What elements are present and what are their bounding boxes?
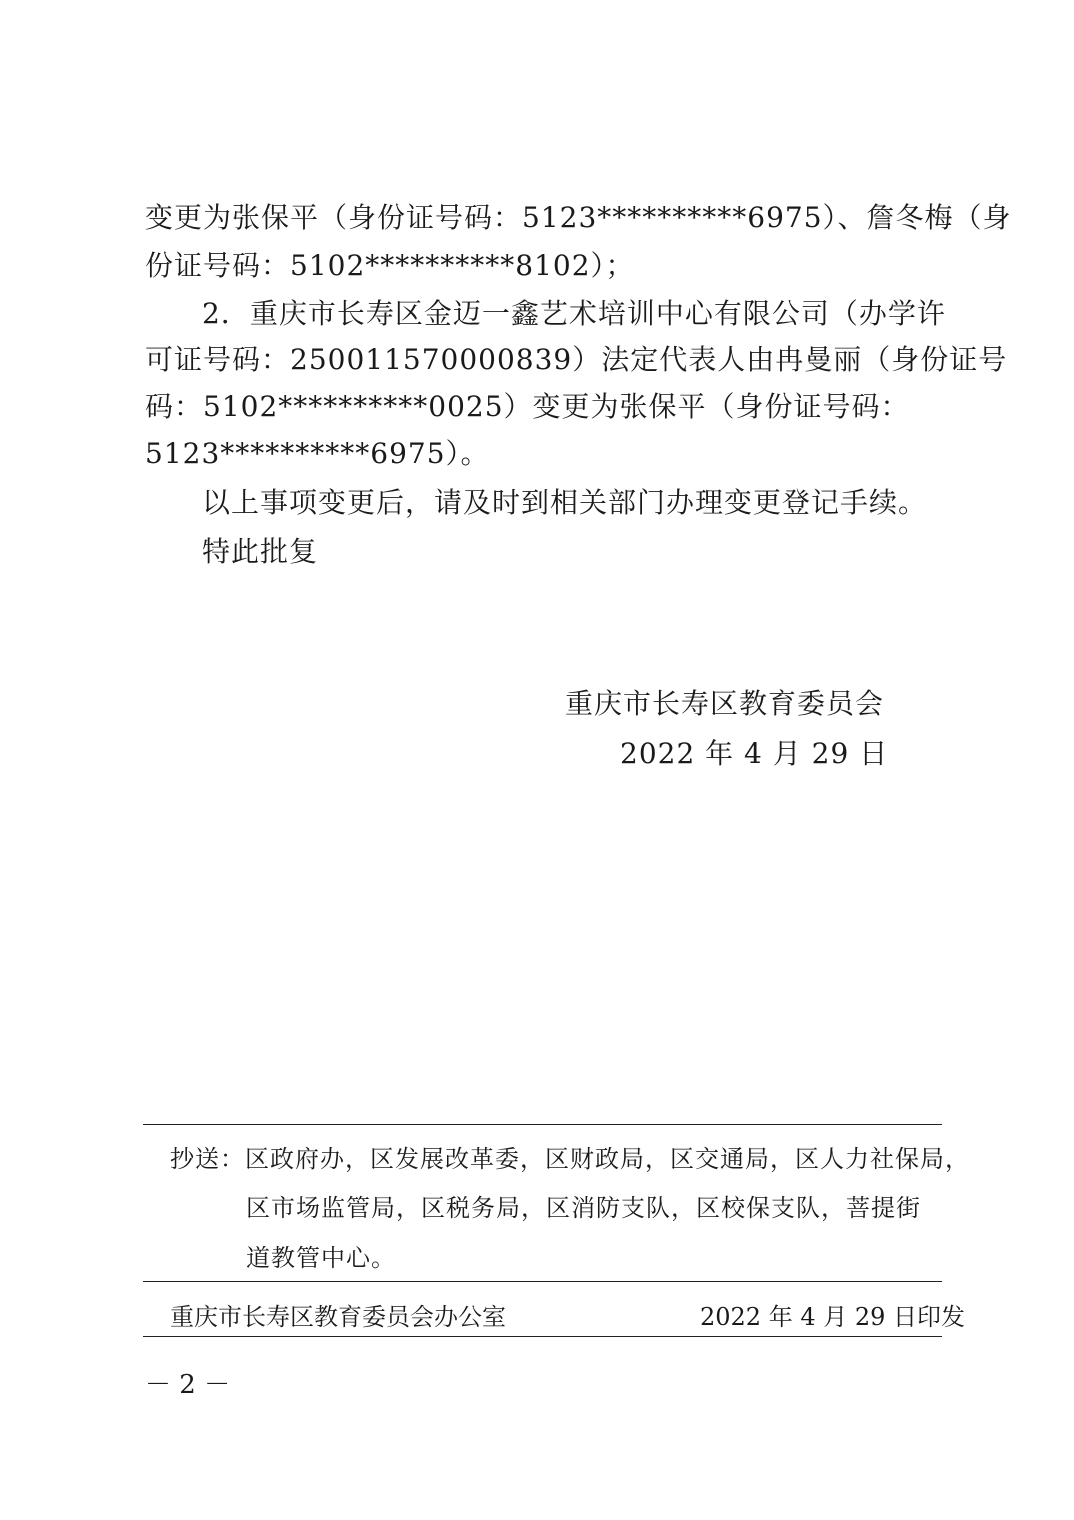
cc-line-2: 区市场监管局，区税务局，区消防支队，区校保支队，菩提街 bbox=[246, 1194, 921, 1222]
cc-line-1: 抄送：区政府办，区发展改革委，区财政局，区交通局，区人力社保局， bbox=[170, 1145, 970, 1173]
body-line-1: 变更为张保平（身份证号码：5123**********6975）、詹冬梅（身 bbox=[145, 201, 1012, 234]
divider-top bbox=[143, 1124, 942, 1125]
page-number: － 2 － bbox=[145, 1370, 231, 1400]
signature-date: 2022 年 4 月 29 日 bbox=[620, 737, 889, 770]
body-line-6: 5123**********6975）。 bbox=[145, 437, 490, 470]
body-line-4: 可证号码：250011570000839）法定代表人由冉曼丽（身份证号 bbox=[145, 343, 1008, 376]
body-line-2: 份证号码：5102**********8102）； bbox=[145, 249, 635, 282]
footer-issue-date: 2022 年 4 月 29 日印发 bbox=[700, 1303, 966, 1331]
body-line-3: 2．重庆市长寿区金迈一鑫艺术培训中心有限公司（办学许 bbox=[202, 297, 946, 330]
cc-line-3: 道教管中心。 bbox=[246, 1244, 396, 1272]
signature-org: 重庆市长寿区教育委员会 bbox=[565, 687, 885, 720]
body-line-8: 特此批复 bbox=[202, 535, 319, 568]
footer-issuer: 重庆市长寿区教育委员会办公室 bbox=[170, 1303, 506, 1331]
divider-middle bbox=[143, 1281, 942, 1282]
body-line-7: 以上事项变更后，请及时到相关部门办理变更登记手续。 bbox=[202, 486, 928, 519]
body-line-5: 码：5102**********0025）变更为张保平（身份证号码： bbox=[145, 390, 910, 423]
divider-bottom bbox=[143, 1336, 942, 1337]
